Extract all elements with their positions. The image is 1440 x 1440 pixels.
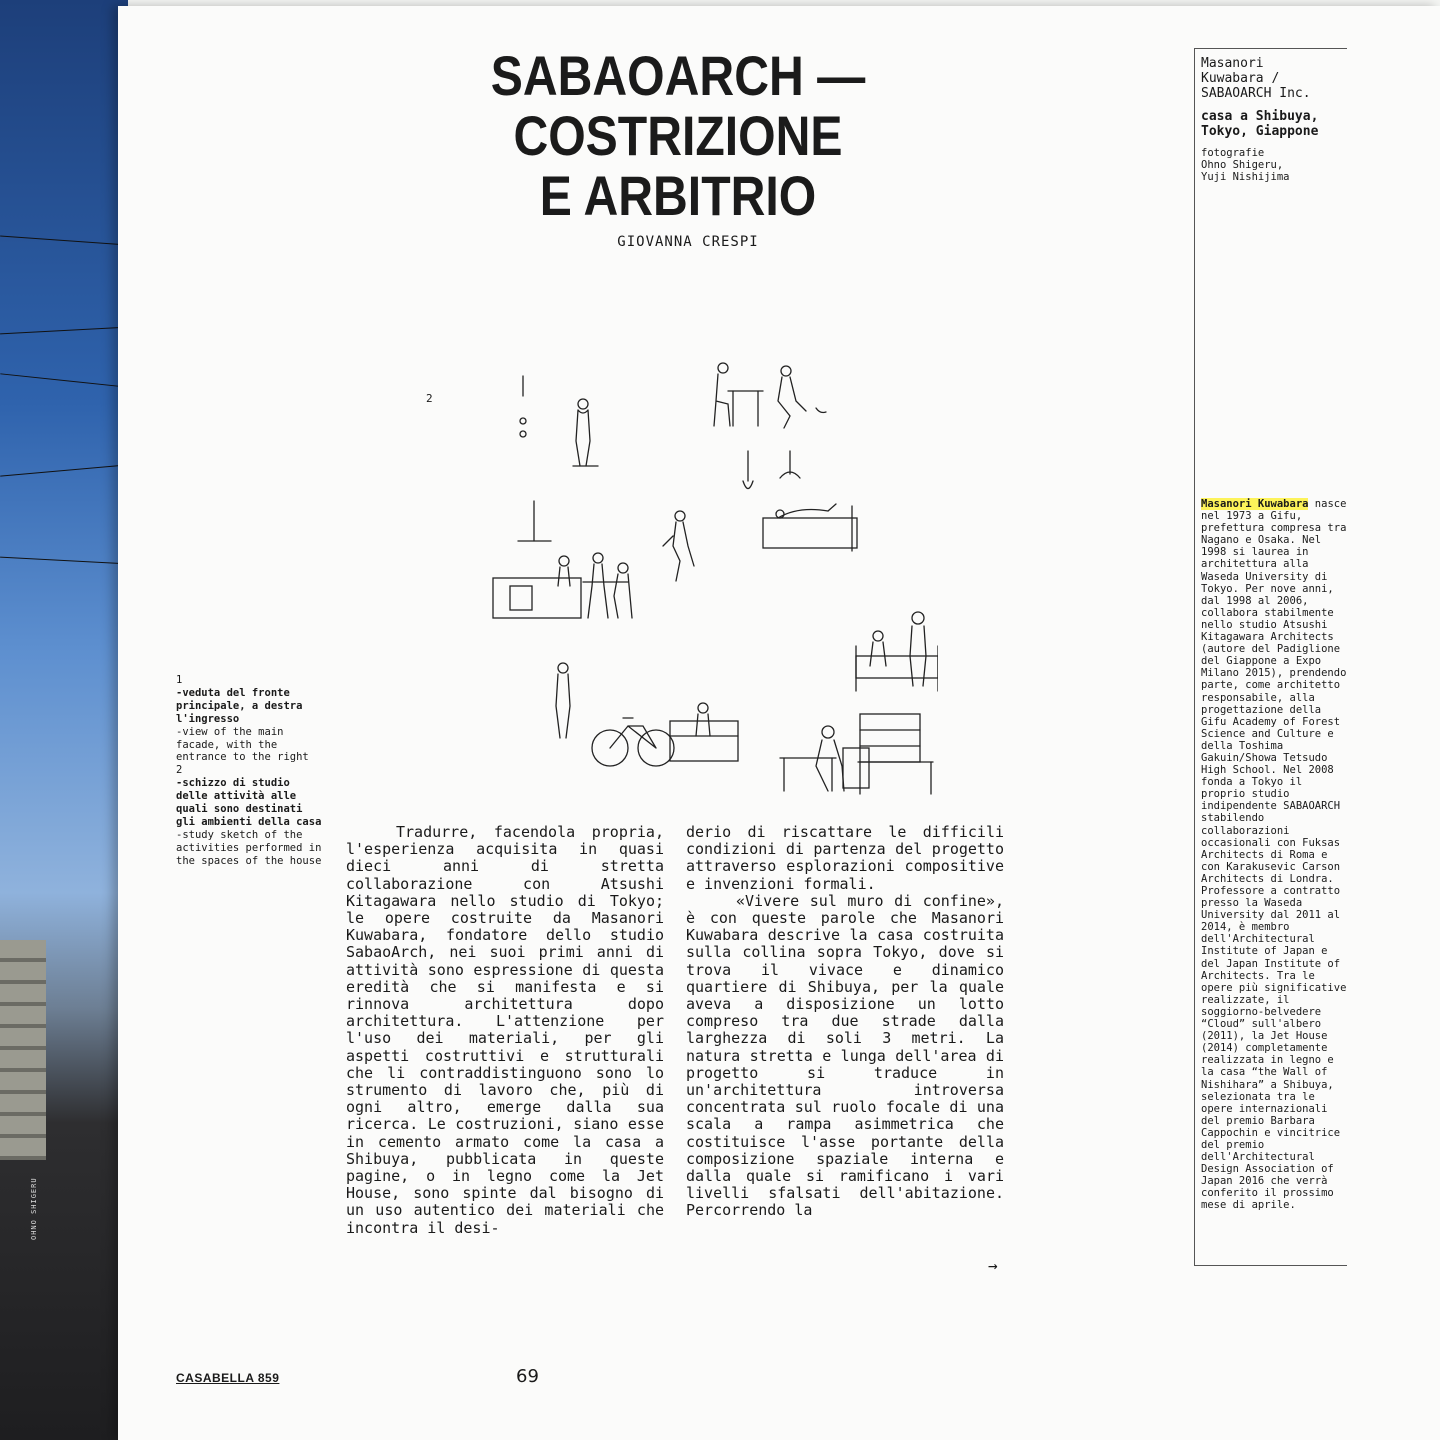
caption-2-italian: -schizzo di studio delle attività alle quali sono destinati gli ambienti della casa [176, 777, 322, 828]
dining-sketch [714, 363, 826, 428]
power-line [0, 327, 128, 335]
architect-bio [1201, 498, 1347, 1212]
sidebar-bottom-rule [1195, 1265, 1347, 1266]
cover-photo-strip [0, 0, 128, 1440]
caption-1-english: -view of the main facade, with the entrance to the right [176, 725, 309, 764]
project-location [1201, 109, 1347, 139]
standing-figure-left-sketch [556, 663, 570, 738]
title-line-1: SABAOARCH — COSTRIZIONE [490, 44, 866, 167]
page-number: 69 [516, 1366, 539, 1387]
sidebar-top-rule [1195, 48, 1347, 49]
power-line [0, 464, 128, 476]
caption-number-1: 1 [176, 674, 183, 686]
continue-arrow-icon: → [988, 1256, 998, 1275]
piano-sketch [670, 703, 738, 761]
standing-figure-sketch [573, 399, 598, 466]
author-name: GIOVANNA CRESPI [617, 234, 759, 250]
project-credits [1201, 56, 1347, 183]
hanging-plant-sketch [743, 451, 800, 489]
power-line [0, 236, 128, 246]
architect-line-2: Kuwabara / [1201, 71, 1280, 86]
bio-name-highlight: Masanori Kuwabara [1201, 498, 1309, 510]
column-1-paragraph: Tradurre, facendola propria, l'esperienza acquisita in quasi dieci anni di stretta collaborazione con Atsushi Kitagawara nello studio di Tokyo; le opere costruite da Masanori Kuwabara, fondatore dello studio SabaoArch, nei suoi primi anni di attività sono espressione di questa eredità che si manifesta e si rinnova architettura dopo architettura. L'attenzione per l'uso dei materiali, per gli aspetti costruttivi e strutturali che li contraddistinguono sono lo strumento di lavoro che, più di ogni altro, emerge dalla sua ricerca. Le costruzioni, siano esse in cemento armato come la casa a Shibuya, pubblicata in queste pagine, o in legno come la Jet House, sono spinte dal bisogno di un uso autentico dei materiali che incontra il desi- [346, 823, 664, 1237]
study-sketch [418, 346, 938, 806]
caption-number-2: 2 [176, 764, 183, 777]
article-column-2 [686, 824, 1004, 1220]
power-line [0, 373, 127, 387]
column-2-paragraph-2: «Vivere sul muro di confine», è con queste parole che Masanori Kuwabara descrive la casa costruita sulla collina sopra Tokyo, dove si trova il vivace e dinamico quartiere di Shibuya, per la quale aveva a disposizione un lotto compreso tra due strade dalla larghezza di soli 3 metri. La natura stretta e lunga dell'area di progetto si traduce in un'architettura introversa concentrata sul ruolo focale di una scala a rampa asimmetrica che costituisce l'asse portante della composizione spaziale interna e dalla quale si ramificano i vari livelli sfalsati dell'abitazione. Percorrendo la [686, 891, 1004, 1220]
photo-credit: OHNO SHIGERU [30, 1177, 38, 1240]
title-line-2: E ARBITRIO [539, 164, 817, 227]
bicycle-sketch [592, 718, 674, 766]
photographer-1: Ohno Shigeru, [1201, 159, 1284, 171]
caption-2-english: -study sketch of the activities performed in the spaces of the house [176, 828, 322, 867]
dancing-figure-sketch [663, 511, 694, 581]
sofa-sketch [856, 612, 938, 691]
magazine-page [118, 6, 1440, 1440]
sidebar-info [1194, 48, 1347, 1266]
article-column-1 [346, 824, 664, 1237]
caption-1-italian: -veduta del fronte principale, a destra l'ingresso [176, 686, 303, 725]
project-line-1: casa a Shibuya, [1201, 109, 1319, 124]
bed-sketch [763, 504, 857, 551]
photographer-2: Yuji Nishijima [1201, 171, 1290, 183]
architect-line-3: SABAOARCH Inc. [1201, 86, 1311, 101]
architect-line-1: Masanori [1201, 56, 1264, 71]
bio-text: nasce nel 1973 a Gifu, prefettura compresa tra Nagano e Osaka. Nel 1998 si laurea in architettura alla Waseda University di Tokyo. Per nove anni, dal 1998 al 2006, collabora stabilmente nello studio Atsushi Kitagawara Architects (autore del Padiglione del Giappone a Expo Milano 2015), prendendo parte, come architetto responsabile, alla progettazione della Gifu Academy of Forest Science and Culture e della Toshima Gakuin/Showa Tetsudo High School. Nel 2008 fonda a Tokyo il proprio studio indipendente SABAOARCH stabilendo collaborazioni occasionali con Fuksas Architects di Roma e con Karakusevic Carson Architects di Londra. Professore a contratto presso la Waseda University dal 2011 al 2014, è membro dell'Architectural Institute of Japan e del Japan Institute of Architects. Tra le opere più significative realizzate, il soggiorno-belvedere “Cloud” sull'albero (2011), la Jet House (2014) completamente realizzata in legno e la casa “the Wall of Nishihara” a Shibuya, selezionata tra le opere internazionali del premio Barbara Cappochin e vincitrice del premio dell'Architectural Design Association of Japan 2016 che verrà conferito il prossimo mese di aprile. [1201, 498, 1347, 1212]
power-line [0, 557, 128, 565]
column-2-paragraph-1: derio di riscattare le difficili condizioni di partenza del progetto attraverso esplorazioni compositive e invenzioni formali. [686, 823, 1004, 893]
project-line-2: Tokyo, Giappone [1201, 124, 1319, 139]
magazine-issue: CASABELLA 859 [176, 1371, 280, 1385]
figure-captions [176, 674, 326, 868]
pendant-lamp-sketch [520, 376, 526, 437]
article-title [368, 46, 987, 226]
figure-number: 2 [426, 392, 433, 405]
shower-sketch [518, 501, 551, 541]
photo-label: fotografie [1201, 147, 1265, 159]
desk-sketch [780, 726, 869, 791]
photo-credits [1201, 147, 1347, 183]
building-facade [0, 940, 46, 1160]
kitchen-sketch [493, 553, 632, 618]
